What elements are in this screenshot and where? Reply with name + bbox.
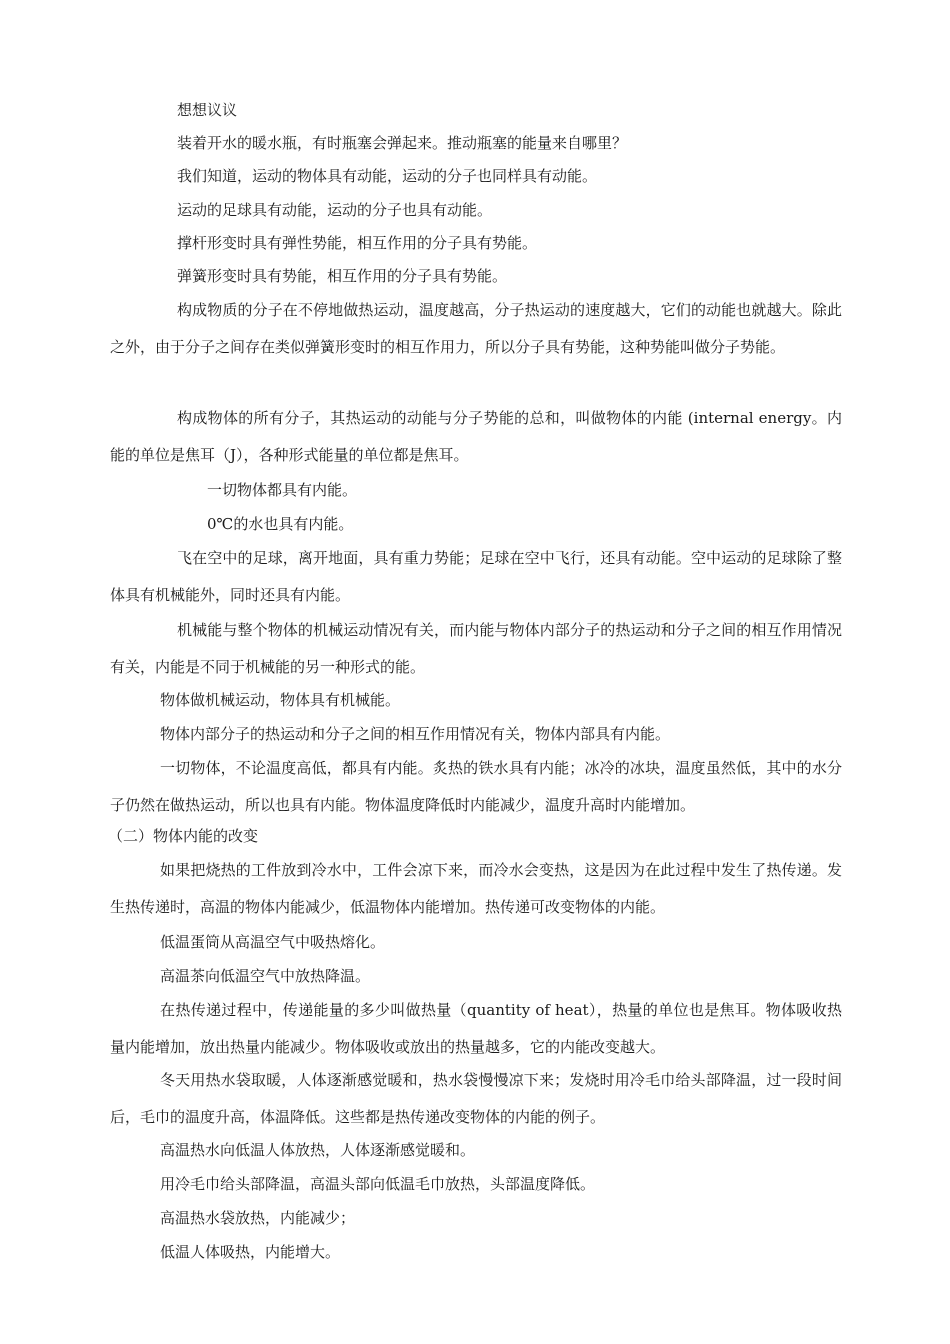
paragraph-24: 高温热水袋放热，内能减少； (160, 1209, 356, 1227)
paragraph-19: 高温茶向低温空气中放热降温。 (160, 967, 371, 985)
paragraph-2: 装着开水的暖水瓶，有时瓶塞会弹起来。推动瓶塞的能量来自哪里？ (177, 134, 628, 152)
paragraph-3: 我们知道，运动的物体具有动能，运动的分子也同样具有动能。 (177, 167, 598, 185)
paragraph-8: 构成物体的所有分子，其热运动的动能与分子势能的总和，叫做物体的内能 (internal energy。内能的单位是焦耳（J），各种形式能量的单位都是焦耳。 (110, 409, 842, 464)
paragraph-4: 运动的足球具有动能，运动的分子也具有动能。 (177, 201, 493, 219)
paragraph-22: 高温热水向低温人体放热，人体逐渐感觉暖和。 (160, 1141, 476, 1159)
paragraph-7: 构成物质的分子在不停地做热运动，温度越高，分子热运动的速度越大，它们的动能也就越大。除此之外，由于分子之间存在类似弹簧形变时的相互作用力，所以分子具有势能，这种势能叫做分子势能。 (110, 301, 842, 356)
paragraph-25: 低温人体吸热，内能增大。 (160, 1243, 341, 1261)
paragraph-1: 想想议议 (177, 101, 238, 119)
paragraph-21: 冬天用热水袋取暖，人体逐渐感觉暖和，热水袋慢慢凉下来；发烧时用冷毛巾给头部降温，过一段时间后，毛巾的温度升高，体温降低。这些都是热传递改变物体的内能的例子。 (110, 1071, 842, 1126)
section-heading: （二）物体内能的改变 (108, 827, 259, 845)
paragraph-23: 用冷毛巾给头部降温，高温头部向低温毛巾放热，头部温度降低。 (160, 1175, 596, 1193)
paragraph-6: 弹簧形变时具有势能，相互作用的分子具有势能。 (177, 267, 508, 285)
paragraph-11: 飞在空中的足球，离开地面，具有重力势能；足球在空中飞行，还具有动能。空中运动的足球除了整体具有机械能外，同时还具有内能。 (110, 549, 842, 604)
paragraph-14: 物体内部分子的热运动和分子之间的相互作用情况有关，物体内部具有内能。 (160, 725, 671, 743)
paragraph-15: 一切物体，不论温度高低，都具有内能。炙热的铁水具有内能；冰冷的冰块，温度虽然低，其中的水分子仍然在做热运动，所以也具有内能。物体温度降低时内能减少，温度升高时内能增加。 (110, 759, 842, 814)
paragraph-20: 在热传递过程中，传递能量的多少叫做热量（quantity of heat），热量的单位也是焦耳。物体吸收热量内能增加，放出热量内能减少。物体吸收或放出的热量越多，它的内能改变越大。 (110, 1001, 842, 1056)
paragraph-9: 一切物体都具有内能。 (207, 481, 358, 499)
paragraph-13: 物体做机械运动，物体具有机械能。 (160, 691, 401, 709)
paragraph-17: 如果把烧热的工件放到冷水中，工件会凉下来，而冷水会变热，这是因为在此过程中发生了热传递。发生热传递时，高温的物体内能减少，低温物体内能增加。热传递可改变物体的内能。 (110, 861, 842, 916)
paragraph-5: 撑杆形变时具有弹性势能，相互作用的分子具有势能。 (177, 234, 538, 252)
paragraph-18: 低温蛋筒从高温空气中吸热熔化。 (160, 933, 386, 951)
paragraph-10: 0℃的水也具有内能。 (207, 515, 354, 533)
paragraph-12: 机械能与整个物体的机械运动情况有关，而内能与物体内部分子的热运动和分子之间的相互作用情况有关，内能是不同于机械能的另一种形式的能。 (110, 621, 842, 676)
